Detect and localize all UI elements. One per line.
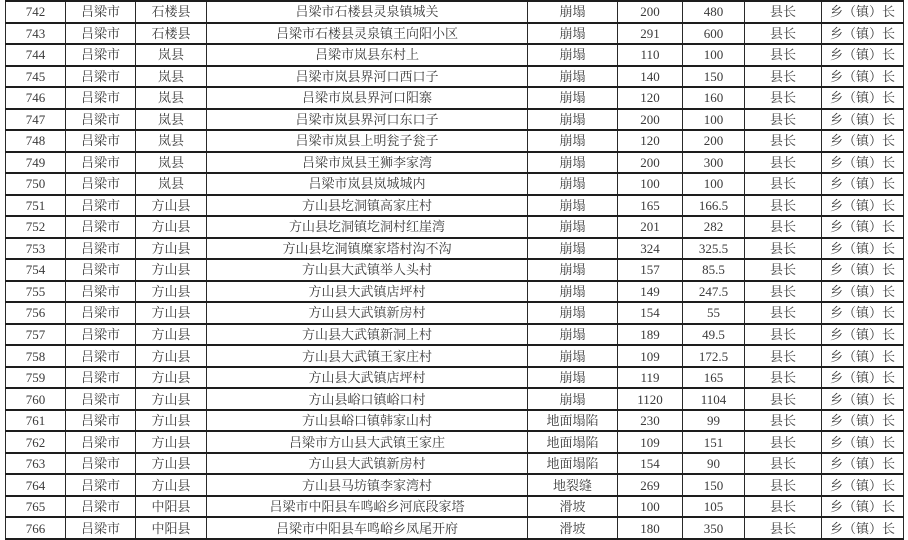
cell-county-head: 县长 xyxy=(745,367,822,389)
cell-hazard-type: 崩塌 xyxy=(528,195,618,217)
cell-county: 岚县 xyxy=(136,44,207,66)
cell-township-head: 乡（镇）长 xyxy=(822,23,904,45)
cell-value-2: 480 xyxy=(683,1,745,23)
cell-value-2: 55 xyxy=(683,302,745,324)
cell-county-head: 县长 xyxy=(745,66,822,88)
cell-value-1: 154 xyxy=(618,302,683,324)
cell-township-head: 乡（镇）长 xyxy=(822,324,904,346)
cell-county-head: 县长 xyxy=(745,44,822,66)
cell-row-index: 742 xyxy=(6,1,66,23)
cell-county-head: 县长 xyxy=(745,195,822,217)
cell-site-name: 吕梁市中阳县车鸣峪乡河底段家塔 xyxy=(207,496,528,518)
table-row xyxy=(6,195,904,217)
cell-county-head: 县长 xyxy=(745,388,822,410)
cell-value-2: 282 xyxy=(683,216,745,238)
table-row xyxy=(6,345,904,367)
cell-hazard-type: 崩塌 xyxy=(528,44,618,66)
cell-row-index: 754 xyxy=(6,259,66,281)
cell-county: 岚县 xyxy=(136,66,207,88)
cell-city: 吕梁市 xyxy=(66,1,136,23)
cell-value-2: 150 xyxy=(683,66,745,88)
cell-value-1: 230 xyxy=(618,410,683,432)
cell-city: 吕梁市 xyxy=(66,109,136,131)
table-row xyxy=(6,431,904,453)
cell-hazard-type: 滑坡 xyxy=(528,496,618,518)
cell-hazard-type: 崩塌 xyxy=(528,302,618,324)
cell-county: 岚县 xyxy=(136,152,207,174)
cell-township-head: 乡（镇）长 xyxy=(822,345,904,367)
cell-row-index: 749 xyxy=(6,152,66,174)
cell-hazard-type: 崩塌 xyxy=(528,345,618,367)
cell-county-head: 县长 xyxy=(745,152,822,174)
cell-county: 方山县 xyxy=(136,259,207,281)
table-body xyxy=(6,1,904,539)
cell-value-2: 325.5 xyxy=(683,238,745,260)
table-row xyxy=(6,1,904,23)
cell-county: 中阳县 xyxy=(136,496,207,518)
cell-county-head: 县长 xyxy=(745,23,822,45)
cell-county-head: 县长 xyxy=(745,238,822,260)
table-row xyxy=(6,259,904,281)
cell-city: 吕梁市 xyxy=(66,453,136,475)
cell-city: 吕梁市 xyxy=(66,44,136,66)
cell-township-head: 乡（镇）长 xyxy=(822,238,904,260)
cell-county-head: 县长 xyxy=(745,216,822,238)
cell-county: 方山县 xyxy=(136,302,207,324)
cell-hazard-type: 崩塌 xyxy=(528,259,618,281)
cell-value-1: 200 xyxy=(618,152,683,174)
cell-city: 吕梁市 xyxy=(66,87,136,109)
cell-site-name: 吕梁市岚县东村上 xyxy=(207,44,528,66)
cell-township-head: 乡（镇）长 xyxy=(822,173,904,195)
cell-value-1: 120 xyxy=(618,87,683,109)
cell-value-2: 600 xyxy=(683,23,745,45)
cell-row-index: 763 xyxy=(6,453,66,475)
table-row xyxy=(6,238,904,260)
cell-value-1: 154 xyxy=(618,453,683,475)
cell-row-index: 757 xyxy=(6,324,66,346)
cell-site-name: 方山县大武镇举人头村 xyxy=(207,259,528,281)
cell-hazard-type: 崩塌 xyxy=(528,109,618,131)
cell-row-index: 762 xyxy=(6,431,66,453)
cell-value-1: 157 xyxy=(618,259,683,281)
cell-county: 方山县 xyxy=(136,281,207,303)
cell-county: 石楼县 xyxy=(136,23,207,45)
cell-county: 中阳县 xyxy=(136,517,207,539)
cell-value-2: 165 xyxy=(683,367,745,389)
cell-value-1: 140 xyxy=(618,66,683,88)
cell-value-1: 324 xyxy=(618,238,683,260)
cell-county-head: 县长 xyxy=(745,302,822,324)
cell-township-head: 乡（镇）长 xyxy=(822,302,904,324)
cell-city: 吕梁市 xyxy=(66,388,136,410)
hazard-points-table xyxy=(5,0,904,540)
cell-site-name: 方山县大武镇新洞上村 xyxy=(207,324,528,346)
cell-row-index: 747 xyxy=(6,109,66,131)
cell-township-head: 乡（镇）长 xyxy=(822,130,904,152)
cell-township-head: 乡（镇）长 xyxy=(822,388,904,410)
cell-row-index: 759 xyxy=(6,367,66,389)
cell-hazard-type: 崩塌 xyxy=(528,324,618,346)
cell-row-index: 761 xyxy=(6,410,66,432)
cell-city: 吕梁市 xyxy=(66,410,136,432)
cell-site-name: 吕梁市岚县界河口阳寨 xyxy=(207,87,528,109)
cell-value-1: 100 xyxy=(618,496,683,518)
cell-row-index: 766 xyxy=(6,517,66,539)
cell-site-name: 方山县大武镇店坪村 xyxy=(207,367,528,389)
cell-county-head: 县长 xyxy=(745,431,822,453)
cell-city: 吕梁市 xyxy=(66,345,136,367)
cell-site-name: 吕梁市岚县界河口东口子 xyxy=(207,109,528,131)
cell-value-1: 189 xyxy=(618,324,683,346)
cell-county: 方山县 xyxy=(136,453,207,475)
cell-value-2: 166.5 xyxy=(683,195,745,217)
cell-value-2: 99 xyxy=(683,410,745,432)
cell-hazard-type: 崩塌 xyxy=(528,216,618,238)
table-row xyxy=(6,496,904,518)
cell-county: 方山县 xyxy=(136,388,207,410)
cell-value-2: 200 xyxy=(683,130,745,152)
table-row xyxy=(6,281,904,303)
cell-hazard-type: 崩塌 xyxy=(528,388,618,410)
table-row xyxy=(6,23,904,45)
cell-county: 方山县 xyxy=(136,345,207,367)
cell-value-2: 172.5 xyxy=(683,345,745,367)
cell-row-index: 758 xyxy=(6,345,66,367)
cell-county: 方山县 xyxy=(136,216,207,238)
cell-row-index: 760 xyxy=(6,388,66,410)
cell-row-index: 753 xyxy=(6,238,66,260)
cell-hazard-type: 崩塌 xyxy=(528,23,618,45)
table-row xyxy=(6,216,904,238)
cell-value-2: 1104 xyxy=(683,388,745,410)
cell-township-head: 乡（镇）长 xyxy=(822,152,904,174)
cell-row-index: 755 xyxy=(6,281,66,303)
cell-county-head: 县长 xyxy=(745,517,822,539)
cell-row-index: 744 xyxy=(6,44,66,66)
cell-city: 吕梁市 xyxy=(66,474,136,496)
cell-county-head: 县长 xyxy=(745,109,822,131)
cell-row-index: 764 xyxy=(6,474,66,496)
cell-county-head: 县长 xyxy=(745,496,822,518)
cell-site-name: 吕梁市岚县岚城城内 xyxy=(207,173,528,195)
cell-value-1: 200 xyxy=(618,1,683,23)
cell-value-1: 180 xyxy=(618,517,683,539)
cell-city: 吕梁市 xyxy=(66,324,136,346)
cell-county: 岚县 xyxy=(136,109,207,131)
cell-site-name: 方山县大武镇店坪村 xyxy=(207,281,528,303)
cell-site-name: 方山县大武镇新房村 xyxy=(207,453,528,475)
cell-hazard-type: 崩塌 xyxy=(528,152,618,174)
cell-county: 方山县 xyxy=(136,410,207,432)
cell-county: 岚县 xyxy=(136,130,207,152)
cell-city: 吕梁市 xyxy=(66,367,136,389)
cell-row-index: 756 xyxy=(6,302,66,324)
cell-township-head: 乡（镇）长 xyxy=(822,281,904,303)
cell-value-2: 105 xyxy=(683,496,745,518)
cell-township-head: 乡（镇）长 xyxy=(822,496,904,518)
cell-county-head: 县长 xyxy=(745,324,822,346)
cell-hazard-type: 崩塌 xyxy=(528,281,618,303)
cell-county: 岚县 xyxy=(136,87,207,109)
cell-county-head: 县长 xyxy=(745,1,822,23)
cell-site-name: 吕梁市中阳县车鸣峪乡凤尾开府 xyxy=(207,517,528,539)
cell-row-index: 751 xyxy=(6,195,66,217)
cell-row-index: 746 xyxy=(6,87,66,109)
cell-site-name: 吕梁市岚县界河口西口子 xyxy=(207,66,528,88)
cell-value-2: 100 xyxy=(683,44,745,66)
cell-value-1: 149 xyxy=(618,281,683,303)
table-row xyxy=(6,367,904,389)
cell-township-head: 乡（镇）长 xyxy=(822,195,904,217)
cell-value-1: 201 xyxy=(618,216,683,238)
cell-value-2: 85.5 xyxy=(683,259,745,281)
table-row xyxy=(6,66,904,88)
cell-site-name: 方山县圪洞镇圪洞村红崖湾 xyxy=(207,216,528,238)
cell-value-1: 109 xyxy=(618,345,683,367)
cell-site-name: 吕梁市石楼县灵泉镇城关 xyxy=(207,1,528,23)
cell-site-name: 方山县大武镇王家庄村 xyxy=(207,345,528,367)
cell-value-2: 150 xyxy=(683,474,745,496)
cell-city: 吕梁市 xyxy=(66,259,136,281)
cell-site-name: 方山县峪口镇峪口村 xyxy=(207,388,528,410)
cell-value-1: 291 xyxy=(618,23,683,45)
cell-county: 方山县 xyxy=(136,324,207,346)
cell-city: 吕梁市 xyxy=(66,238,136,260)
cell-value-1: 120 xyxy=(618,130,683,152)
cell-city: 吕梁市 xyxy=(66,517,136,539)
cell-value-2: 100 xyxy=(683,109,745,131)
cell-value-1: 165 xyxy=(618,195,683,217)
cell-county-head: 县长 xyxy=(745,259,822,281)
cell-value-2: 90 xyxy=(683,453,745,475)
table-row xyxy=(6,87,904,109)
table-row xyxy=(6,388,904,410)
table-row xyxy=(6,302,904,324)
cell-city: 吕梁市 xyxy=(66,152,136,174)
cell-site-name: 吕梁市方山县大武镇王家庄 xyxy=(207,431,528,453)
cell-township-head: 乡（镇）长 xyxy=(822,87,904,109)
cell-value-2: 160 xyxy=(683,87,745,109)
cell-city: 吕梁市 xyxy=(66,173,136,195)
cell-city: 吕梁市 xyxy=(66,130,136,152)
cell-hazard-type: 崩塌 xyxy=(528,367,618,389)
cell-value-2: 151 xyxy=(683,431,745,453)
cell-township-head: 乡（镇）长 xyxy=(822,453,904,475)
cell-county: 方山县 xyxy=(136,474,207,496)
cell-hazard-type: 崩塌 xyxy=(528,87,618,109)
cell-city: 吕梁市 xyxy=(66,496,136,518)
table-row xyxy=(6,109,904,131)
cell-hazard-type: 地裂缝 xyxy=(528,474,618,496)
table-row xyxy=(6,517,904,539)
cell-city: 吕梁市 xyxy=(66,195,136,217)
cell-county: 石楼县 xyxy=(136,1,207,23)
cell-hazard-type: 崩塌 xyxy=(528,173,618,195)
cell-city: 吕梁市 xyxy=(66,302,136,324)
cell-county: 方山县 xyxy=(136,195,207,217)
cell-county: 方山县 xyxy=(136,238,207,260)
cell-county-head: 县长 xyxy=(745,130,822,152)
cell-value-1: 100 xyxy=(618,173,683,195)
cell-value-2: 247.5 xyxy=(683,281,745,303)
cell-value-2: 49.5 xyxy=(683,324,745,346)
cell-row-index: 748 xyxy=(6,130,66,152)
cell-hazard-type: 地面塌陷 xyxy=(528,410,618,432)
table-row xyxy=(6,474,904,496)
cell-county-head: 县长 xyxy=(745,87,822,109)
cell-site-name: 方山县大武镇新房村 xyxy=(207,302,528,324)
cell-city: 吕梁市 xyxy=(66,23,136,45)
cell-township-head: 乡（镇）长 xyxy=(822,474,904,496)
cell-county-head: 县长 xyxy=(745,173,822,195)
table-row xyxy=(6,410,904,432)
cell-hazard-type: 崩塌 xyxy=(528,1,618,23)
cell-city: 吕梁市 xyxy=(66,431,136,453)
cell-site-name: 吕梁市石楼县灵泉镇王向阳小区 xyxy=(207,23,528,45)
cell-township-head: 乡（镇）长 xyxy=(822,431,904,453)
cell-township-head: 乡（镇）长 xyxy=(822,259,904,281)
cell-county: 方山县 xyxy=(136,431,207,453)
cell-township-head: 乡（镇）长 xyxy=(822,66,904,88)
cell-value-2: 350 xyxy=(683,517,745,539)
table-row xyxy=(6,44,904,66)
cell-row-index: 765 xyxy=(6,496,66,518)
cell-county: 岚县 xyxy=(136,173,207,195)
cell-value-2: 100 xyxy=(683,173,745,195)
cell-county-head: 县长 xyxy=(745,345,822,367)
cell-value-1: 110 xyxy=(618,44,683,66)
table-row xyxy=(6,152,904,174)
cell-value-2: 300 xyxy=(683,152,745,174)
cell-site-name: 方山县峪口镇韩家山村 xyxy=(207,410,528,432)
cell-site-name: 吕梁市岚县王狮李家湾 xyxy=(207,152,528,174)
cell-value-1: 269 xyxy=(618,474,683,496)
cell-township-head: 乡（镇）长 xyxy=(822,109,904,131)
cell-site-name: 方山县马坊镇李家湾村 xyxy=(207,474,528,496)
cell-row-index: 752 xyxy=(6,216,66,238)
cell-township-head: 乡（镇）长 xyxy=(822,216,904,238)
cell-row-index: 743 xyxy=(6,23,66,45)
cell-value-1: 119 xyxy=(618,367,683,389)
cell-value-1: 1120 xyxy=(618,388,683,410)
cell-county-head: 县长 xyxy=(745,453,822,475)
cell-row-index: 745 xyxy=(6,66,66,88)
table-row xyxy=(6,453,904,475)
cell-row-index: 750 xyxy=(6,173,66,195)
cell-hazard-type: 崩塌 xyxy=(528,130,618,152)
cell-site-name: 方山县圪洞镇糜家塔村沟不沟 xyxy=(207,238,528,260)
cell-hazard-type: 地面塌陷 xyxy=(528,453,618,475)
cell-value-1: 109 xyxy=(618,431,683,453)
cell-township-head: 乡（镇）长 xyxy=(822,1,904,23)
cell-county-head: 县长 xyxy=(745,474,822,496)
cell-site-name: 方山县圪洞镇高家庄村 xyxy=(207,195,528,217)
cell-township-head: 乡（镇）长 xyxy=(822,44,904,66)
cell-county-head: 县长 xyxy=(745,410,822,432)
cell-county: 方山县 xyxy=(136,367,207,389)
table-row xyxy=(6,130,904,152)
table-row xyxy=(6,173,904,195)
cell-hazard-type: 崩塌 xyxy=(528,66,618,88)
cell-hazard-type: 滑坡 xyxy=(528,517,618,539)
cell-city: 吕梁市 xyxy=(66,281,136,303)
cell-county-head: 县长 xyxy=(745,281,822,303)
cell-city: 吕梁市 xyxy=(66,216,136,238)
cell-township-head: 乡（镇）长 xyxy=(822,367,904,389)
cell-city: 吕梁市 xyxy=(66,66,136,88)
cell-township-head: 乡（镇）长 xyxy=(822,517,904,539)
cell-site-name: 吕梁市岚县上明瓮子瓮子 xyxy=(207,130,528,152)
cell-hazard-type: 崩塌 xyxy=(528,238,618,260)
cell-township-head: 乡（镇）长 xyxy=(822,410,904,432)
table-row xyxy=(6,324,904,346)
cell-value-1: 200 xyxy=(618,109,683,131)
cell-hazard-type: 地面塌陷 xyxy=(528,431,618,453)
